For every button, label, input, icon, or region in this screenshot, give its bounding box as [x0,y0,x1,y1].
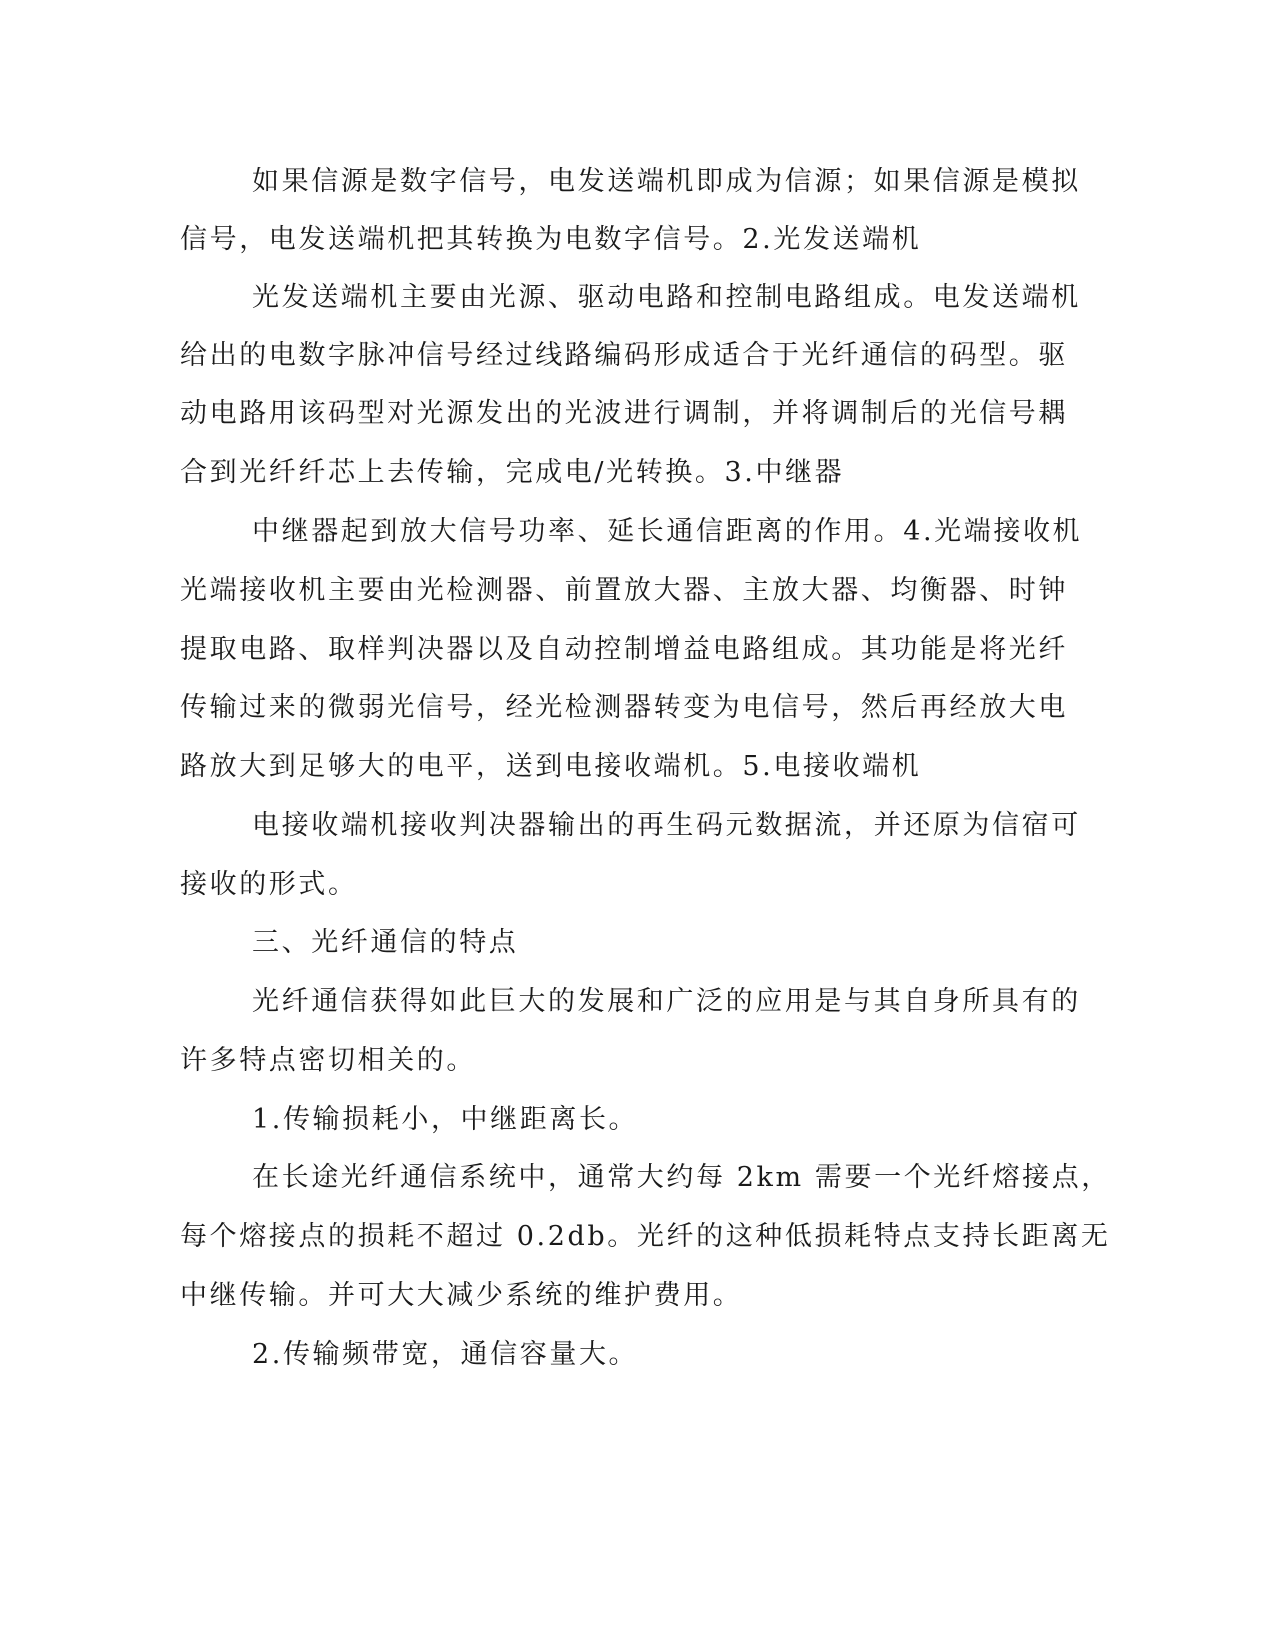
text-line: 电接收端机接收判决器输出的再生码元数据流，并还原为信宿可 [252,810,1081,841]
text-line: 光端接收机主要由光检测器、前置放大器、主放大器、均衡器、时钟 [180,575,1068,606]
section-heading: 三、光纤通信的特点 [252,927,519,958]
text-line: 合到光纤纤芯上去传输，完成电/光转换。3.中继器 [180,457,845,488]
text-line: 中继传输。并可大大减少系统的维护费用。 [180,1280,743,1311]
text-line: 光纤通信获得如此巨大的发展和广泛的应用是与其自身所具有的 [252,986,1081,1017]
text-line: 每个熔接点的损耗不超过 0.2db。光纤的这种低损耗特点支持长距离无 [180,1221,1111,1252]
text-line: 传输过来的微弱光信号，经光检测器转变为电信号，然后再经放大电 [180,692,1068,723]
text-line: 给出的电数字脉冲信号经过线路编码形成适合于光纤通信的码型。驱 [180,340,1068,371]
text-line: 在长途光纤通信系统中，通常大约每 2km 需要一个光纤熔接点， [252,1162,1111,1193]
subheading: 1.传输损耗小，中继距离长。 [252,1104,639,1135]
text-line: 提取电路、取样判决器以及自动控制增益电路组成。其功能是将光纤 [180,634,1068,665]
text-line: 中继器起到放大信号功率、延长通信距离的作用。4.光端接收机 [252,516,1083,547]
text-line: 许多特点密切相关的。 [180,1045,476,1076]
text-line: 路放大到足够大的电平，送到电接收端机。5.电接收端机 [180,751,922,782]
text-line: 动电路用该码型对光源发出的光波进行调制，并将调制后的光信号耦 [180,398,1068,429]
text-line: 信号，电发送端机把其转换为电数字信号。2.光发送端机 [180,224,922,255]
text-line: 如果信源是数字信号，电发送端机即成为信源；如果信源是模拟 [252,166,1081,197]
subheading: 2.传输频带宽，通信容量大。 [252,1339,639,1370]
text-line: 光发送端机主要由光源、驱动电路和控制电路组成。电发送端机 [252,282,1081,313]
text-line: 接收的形式。 [180,869,358,900]
